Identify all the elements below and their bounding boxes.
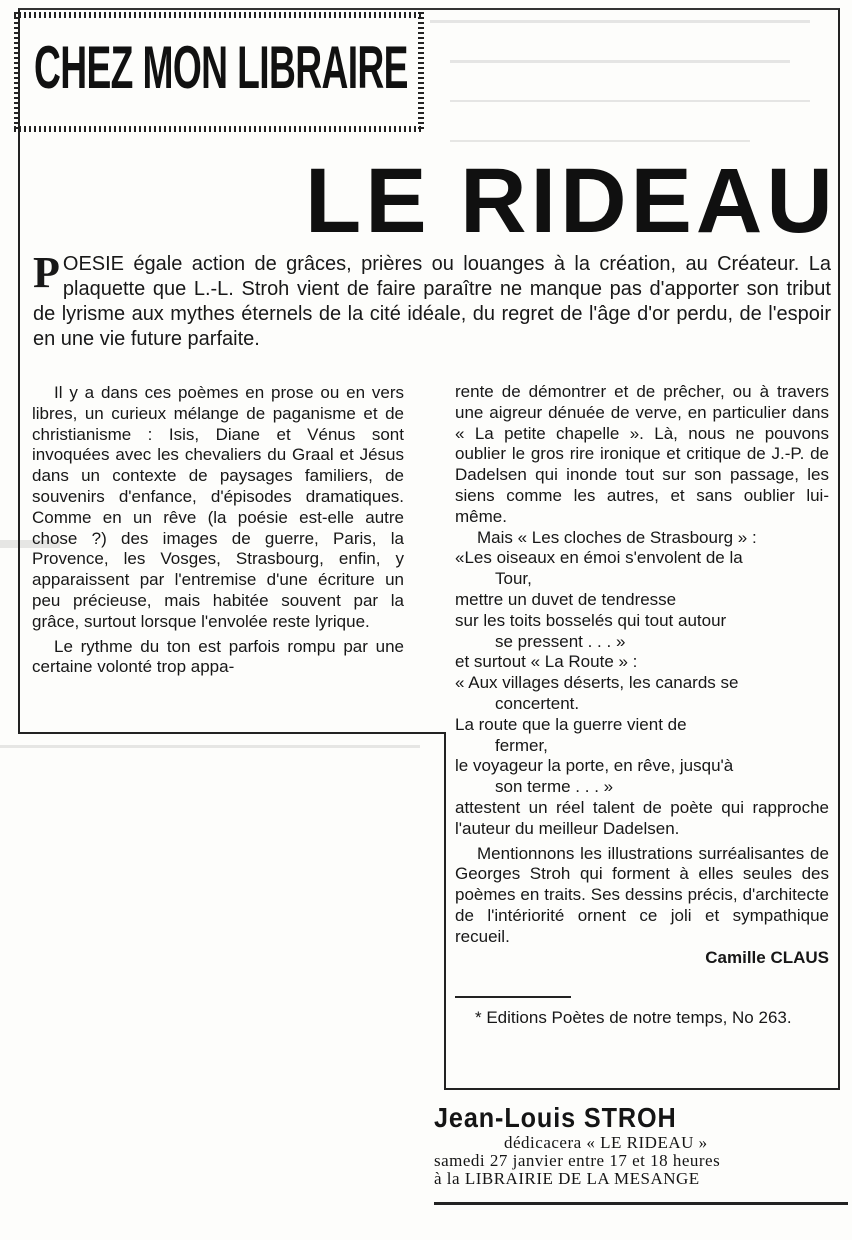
drop-cap: P (33, 248, 60, 297)
poem-line: «Les oiseaux en émoi s'envolent de la (455, 548, 743, 568)
announcement-line-3: à la LIBRAIRIE DE LA MESANGE (434, 1169, 700, 1188)
footnote-rule (455, 996, 571, 998)
dotted-border-right (418, 12, 424, 132)
section-title: CHEZ MON LIBRAIRE (34, 34, 408, 101)
poem2-intro: et surtout « La Route » : (455, 652, 638, 672)
closing-paragraph: Mentionnons les illustrations surréalisantes de Georges Stroh qui forment à elles seules des poèmes en traits. Ses dessins précis, d'architecte de l'intériorité ornent ce joli et sympathique recueil. (455, 843, 829, 946)
footnote: * Editions Poètes de notre temps, No 263. (475, 1008, 792, 1028)
announcement-rule (434, 1202, 848, 1205)
article-frame-bottom-left (18, 732, 446, 734)
left-column (32, 383, 404, 678)
lead-text: OESIE égale action de grâces, prières ou louanges à la création, au Créateur. La plaquette que L.-L. Stroh vient de faire paraître ne manque pas d'apporter son tribut de lyrisme aux mythes éternels de la cité idéale, du regret de l'âge d'or perdu, de l'espoir en une vie future parfaite. (33, 253, 831, 350)
poem-line: sur les toits bosselés qui tout autour (455, 610, 727, 630)
left-paragraph-1: Il y a dans ces poèmes en prose ou en vers libres, un curieux mélange de paganisme et de christianisme : Isis, Diane et Vénus sont invoquées avec les chevaliers du Graal et Jésus dans un contexte de paysages familiers, de souvenirs d'enfance, d'épisodes dramatiques. Comme en un rêve (la poésie est-elle autre chose ?) des images de guerre, Paris, la Provence, les Vosges, Strasbourg, enfin, y apparaissent par l'entremise d'une écriture un peu précieuse, mais habitée souvent par la grâce, surtout lorsque l'envolée reste lyrique. (32, 383, 404, 631)
poem-line-cont: son terme . . . » (495, 777, 614, 797)
poem-line: mettre un duvet de tendresse (455, 589, 677, 609)
poem-cloches (455, 548, 829, 652)
poem-route (455, 673, 829, 798)
right-continuation: rente de démontrer et de prêcher, ou à travers une aigreur dénuée de verve, en particulier dans « La petite chapelle ». Là, nous ne pouvons oublier le gros rire ironique et critique de J.-P. de Dadelsen qui inonde tout sur son passage, les siens comme les autres, et sans oublier lui-même. (455, 382, 829, 526)
lead-paragraph (33, 248, 831, 352)
after-poem-text: attestent un réel talent de poète qui rapproche l'auteur du meilleur Dadelsen. (455, 797, 829, 838)
announcement-author-name: Jean-Louis STROH (434, 1102, 677, 1133)
article-headline: LE RIDEAU (305, 150, 837, 252)
poem-line-cont: se pressent . . . » (495, 631, 626, 651)
left-paragraph-2: Le rythme du ton est parfois rompu par une certaine volonté trop appa- (32, 636, 404, 677)
poem-intro: Mais « Les cloches de Strasbourg » : (477, 527, 757, 547)
author-byline: Camille CLAUS (705, 947, 829, 967)
signing-announcement (434, 1102, 848, 1202)
dotted-border-left (14, 12, 20, 132)
poem-line: le voyageur la porte, en rêve, jusqu'à (455, 756, 734, 776)
dotted-border-bottom (14, 126, 424, 132)
poem-line-cont: Tour, (495, 569, 532, 589)
dotted-border-top (14, 12, 424, 18)
right-column (455, 382, 829, 1029)
poem-line-cont: fermer, (495, 735, 548, 755)
poem-line: La route que la guerre vient de (455, 714, 687, 734)
poem-line-cont: concertent. (495, 693, 580, 713)
poem-line: « Aux villages déserts, les canards se (455, 673, 739, 693)
announcement-line-1: dédicacera « LE RIDEAU » (504, 1133, 708, 1152)
announcement-line-2: samedi 27 janvier entre 17 et 18 heures (434, 1151, 721, 1170)
section-header-box (14, 12, 424, 132)
